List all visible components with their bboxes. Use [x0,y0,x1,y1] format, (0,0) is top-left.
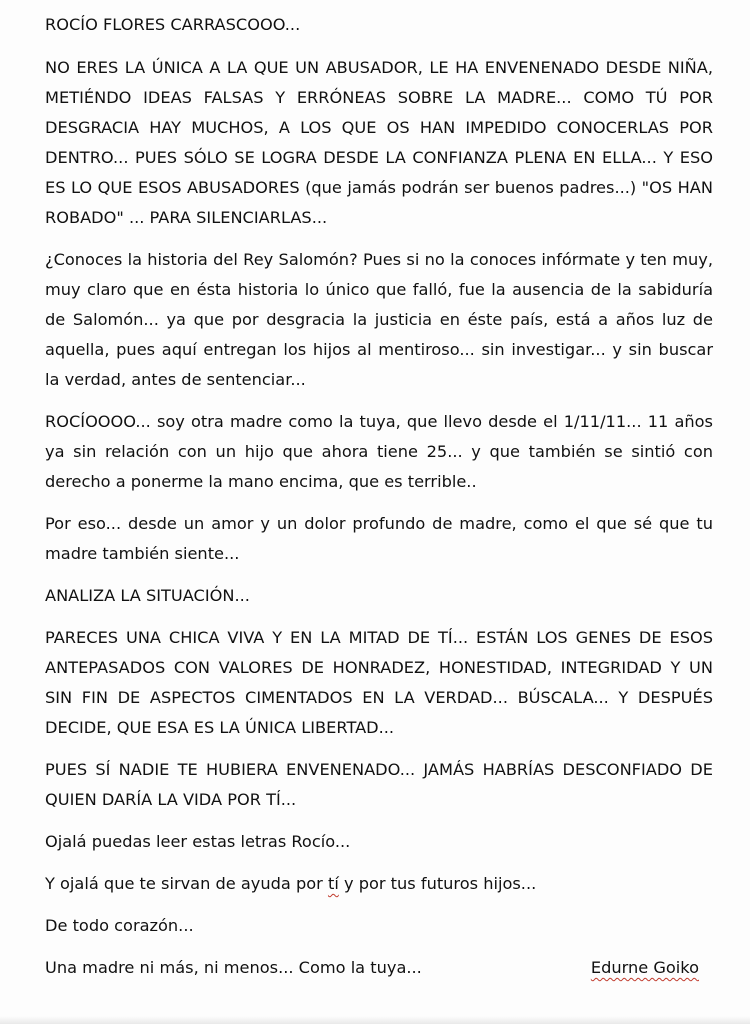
page-bottom-edge [0,1016,750,1024]
letter-paragraph-10: De todo corazón... [45,916,194,935]
letter-paragraph-6: PARECES UNA CHICA VIVA Y EN LA MITAD DE TÍ... ESTÁN LOS GENES DE ESOS ANTEPASADOS CON VALORES DE HONRADEZ, HONESTIDAD, INTEGRIDAD Y UN SIN FIN DE ASPECTOS CIMENTADOS EN LA VERDAD... BÚSCALA... Y DESPUÉS DECIDE, QUE ESA ES LA ÚNICA LIBERTAD... [45,628,713,737]
paragraph-9-end: y por tus futuros hijos... [338,874,537,893]
letter-paragraph-5: ANALIZA LA SITUACIÓN... [45,586,250,605]
letter-body [45,10,713,983]
closing-row [45,953,713,983]
letter-paragraph-9 [45,869,713,899]
letter-closing: Una madre ni más, ni menos... Como la tuya... [45,958,422,977]
letter-paragraph-1: NO ERES LA ÚNICA A LA QUE UN ABUSADOR, LE HA ENVENENADO DESDE NIÑA, METIÉNDO IDEAS FALSAS Y ERRÓNEAS SOBRE LA MADRE... COMO TÚ POR DESGRACIA HAY MUCHOS, A LOS QUE OS HAN IMPEDIDO CONOCERLAS POR DENTRO... PUES SÓLO SE LOGRA DESDE LA CONFIANZA PLENA EN ELLA... Y ESO ES LO QUE ESOS ABUSADORES (que jamás podrán ser buenos padres...) "OS HAN ROBADO" ... PARA SILENCIARLAS... [45,58,713,227]
letter-paragraph-8: Ojalá puedas leer estas letras Rocío... [45,832,351,851]
letter-paragraph-4: Por eso... desde un amor y un dolor profundo de madre, como el que sé que tu madre también siente... [45,514,713,563]
signature-name: Edurne Goiko [590,958,699,977]
letter-greeting: ROCÍO FLORES CARRASCOOO... [45,15,301,34]
letter-paragraph-3: ROCÍOOOO... soy otra madre como la tuya, que llevo desde el 1/11/11... 11 años ya sin relación con un hijo que ahora tiene 25... y que también se sintió con derecho a ponerme la mano encima, que es terrible.. [45,412,713,491]
letter-paragraph-7: PUES SÍ NADIE TE HUBIERA ENVENENADO... JAMÁS HABRÍAS DESCONFIADO DE QUIEN DARÍA LA VIDA POR TÍ... [45,760,713,809]
spellcheck-word: tí [327,874,339,893]
letter-paragraph-2: ¿Conoces la historia del Rey Salomón? Pues si no la conoces infórmate y ten muy, muy claro que en ésta historia lo único que falló, fue la ausencia de la sabiduría de Salomón... ya que por desgracia la justicia en éste país, está a años luz de aquella, pues aquí entregan los hijos al mentiroso... sin investigar... y sin buscar la verdad, antes de sentenciar... [45,250,713,389]
paragraph-9-start: Y ojalá que te sirvan de ayuda por [45,874,328,893]
